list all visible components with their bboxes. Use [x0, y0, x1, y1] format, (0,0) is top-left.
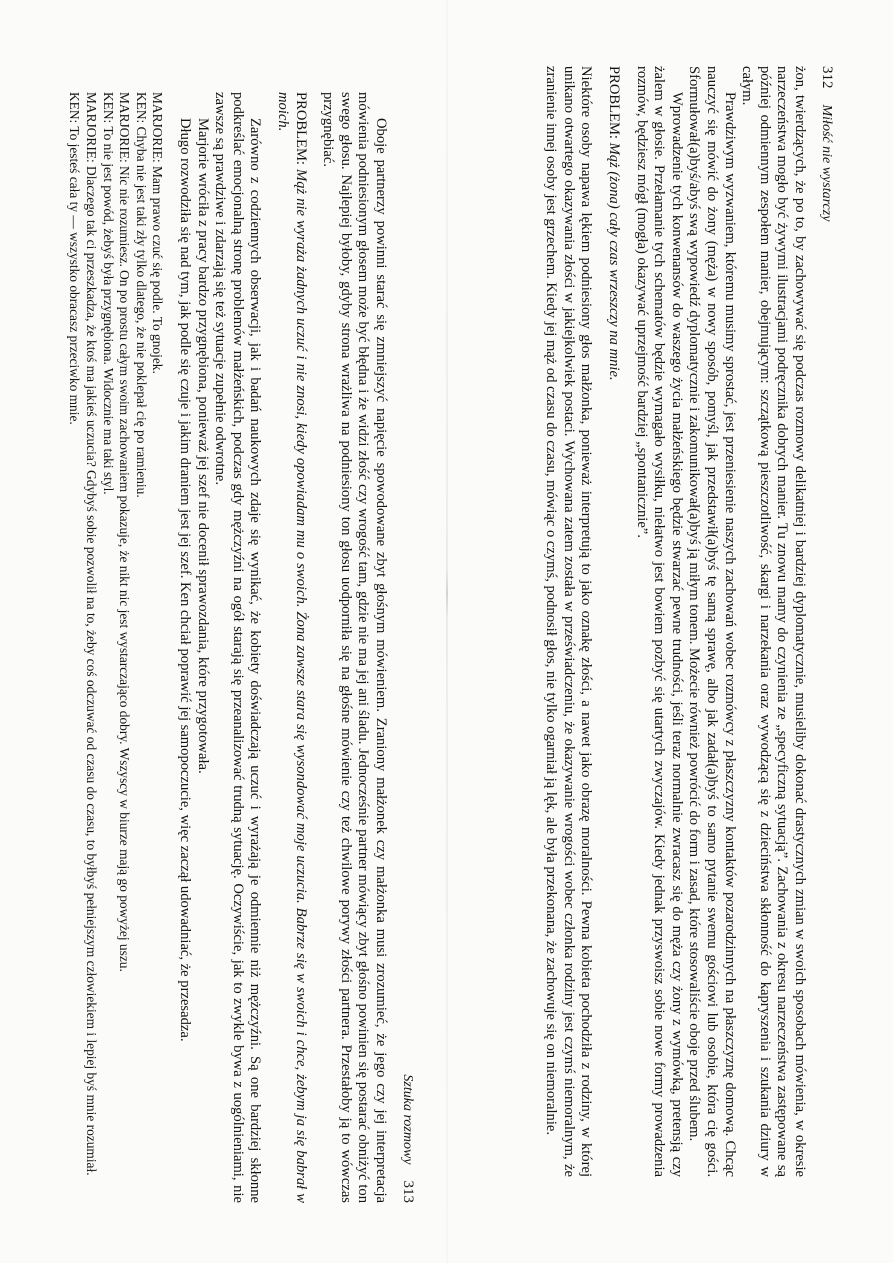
dialog-line: KEN: To jesteś cała ty — wszystko obracasz przeciwko mnie.	[67, 92, 83, 425]
page-number: 313	[400, 1180, 416, 1203]
dialog	[66, 92, 166, 1203]
running-title: Miłość nie wystarczy	[819, 104, 834, 222]
dialog-line: KEN: To nie jest powód, żebyś była przygnębiona. Widocznie ma taki styl.	[100, 92, 116, 495]
problem-text: Mąż nie wyraża żadnych uczuć i nie znosi, kiedy opowiadam mu o swoich. Żona zawsze stara się wysondować moje uczucia. Babrze się w swoich i chce, żebym ja się babrał w moich.	[275, 92, 309, 1203]
paragraph: Wprowadzenie tych konwenansów do waszego życia małżeńskiego będzie stwarzać pewne trudności, jeśli teraz normalnie zwracasz się do męża czy żony z wymówką, pretensją czy żalem w głosie. Przełamanie tych schematów będzie wymagało wysiłku, niełatwo jest bowiem pozbyć się utartych zwyczajów. Kiedy jednak przyswoisz sobie nowe formy prowadzenia rozmów, będziesz mógł (mogła) okazywać uprzejmość bardziej „spontanicznie”.	[633, 66, 685, 1177]
paragraph: Prawdziwym wyzwaniem, któremu musimy sprostać, jest przeniesienie naszych zachowań wobec rozmówcy z płaszczyzny kontaktów pozarodzinnych na płaszczyznę domową. Chcąc nauczyć się mówić do żony (męża) w nowy sposób, pomyśl, jak przedstawił(a)byś tę samą sprawę, albo jak zadał(a)byś to samo pytanie swemu gościowi lub osobie, która cię gości. Sformułował(a)byś/abyś swą wypowiedź dyplomatycznie i zakomunikował(a)byś ją miłym tonem. Możecie również powrócić do form i zasad, które stosowaliście oboje przed ślubem.	[686, 66, 738, 1177]
dialog-line: MARJORIE: Dlaczego tak ci przeszkadza, że ktoś ma jakieś uczucia? Gdybyś sobie pozwolił na to, żeby coś odczuwać od czasu do czasu, to byłbyś pełniejszym człowiekiem i lepiej byś mnie rozumiał.	[84, 92, 100, 1176]
page-number: 312	[819, 66, 835, 89]
paragraph: Zarówno z codziennych obserwacji, jak i badań naukowych zdaje się wynikać, że kobiety doświadczają uczuć i wyrażają je odmiennie niż mężczyźni. Są one bardziej skłonne podkreślać emocjonalną stronę problemów małżeńskich, podczas gdy mężczyźni na ogół starają się przeanalizować trudną sytuację. Oczywiście, jak to zwykle bywa z uogólnieniami, nie zawsze są prawdziwe i zdarzają się też sytuacje zupełnie odwrotne.	[212, 92, 264, 1203]
paragraph: Długo rozwodziła się nad tym, jak podle się czuje i jakim draniem jest jej szef. Ken chciał poprawić jej samopoczucie, więc zaczął udowadniać, że przesadza.	[177, 118, 194, 1042]
body-text-right	[66, 92, 389, 1203]
right-page	[0, 0, 446, 1263]
left-page	[447, 0, 893, 1263]
dialog-line: KEN: Chyba nie jest taki zły tylko dlatego, że nie poklepał cię po ramieniu.	[133, 92, 149, 498]
problem-label: PROBLEM:	[606, 66, 623, 139]
dialog-line: MARJORIE: Mam prawo czuć się podle. To gnojek.	[150, 92, 166, 374]
problem-statement	[604, 66, 622, 1177]
dialog-line: MARJORIE: Nic nie rozumiesz. On po prostu całym swoim zachowaniem pokazuje, że nikt nic jest wystarczająco dobry. Wszyscy w biurze mają go powyżej uszu.	[117, 92, 133, 972]
paragraph: Oboje partnerzy powinni starać się zmniejszyć napięcie spowodowane zbyt głośnym mówieniem. Zraniony małżonek czy małżonka musi zrozumieć, że jego czy jej interpretacja mówienia podniesionym głosem może być błędna i że widzi złość czy wrogość tam, gdzie nie ma jej ani śladu. Jednocześnie partner mówiący zbyt głośno powinien się postarać obniżyć ton swego głosu. Najlepiej byłoby, gdyby strona wrażliwa na podniesiony ton głosu uodporniła się na głośne mówienie czy też chwilowe porywy złości partnera. Przestałoby ją to wówczas przygnębiać.	[320, 92, 389, 1203]
problem-label: PROBLEM:	[292, 92, 309, 165]
body-text-left	[542, 66, 808, 1177]
paragraph: Niektóre osoby napawa lękiem podniesiony głos małżonka, ponieważ interpretują to jako oznakę złości, a nawet jako obrazę moralności. Pewna kobieta pochodziła z rodziny, w której unikano otwartego okazywania złości w jakiejkolwiek postaci. Wychowana zatem została w przeświadczeniu, że okazywanie wrogości wobec członka rodziny jest czymś niemoralnym, że zranienie innej osoby jest grzechem. Kiedy jej mąż od czasu do czasu, mówiąc o czymś, podnosił głos, nie tylko ogarniał ją lęk, ale była przekonana, że zachowuje się on niemoralnie.	[543, 66, 595, 1177]
running-head-left	[818, 66, 835, 1177]
problem-text: Mąż (żona) cały czas wrzeszczy na mnie.	[606, 142, 623, 381]
paragraph: żon, twierdzących, że po to, by zachowywać się podczas rozmowy delikatniej i bardziej dyplomatycznie, musieliby dokonać drastycznych zmian w swoich sposobach mówienia, w okresie narzeczeństwa mogło być żywymi ilustracjami podręcznika dobrych manier. Tu znowu mamy do czynienia ze „specyficzną sytuacją”. Zachowania z okresu narzeczeństwa zastępowane są później odmiennym zespołem manier, obejmującym: szczątkową pieszczotliwość, skargi i narzekania oraz wywodzącą się z dzieciństwa skłonność do kapryszenia i szukania dziury w całym.	[739, 66, 808, 1177]
paragraph: Marjorie wróciła z pracy bardzo przygnębiona, ponieważ jej szef nie docenił sprawozdania, które przygotowała.	[194, 118, 211, 774]
problem-statement	[273, 92, 308, 1203]
running-head-right	[399, 92, 416, 1203]
running-title: Sztuka rozmowy	[400, 1074, 415, 1165]
